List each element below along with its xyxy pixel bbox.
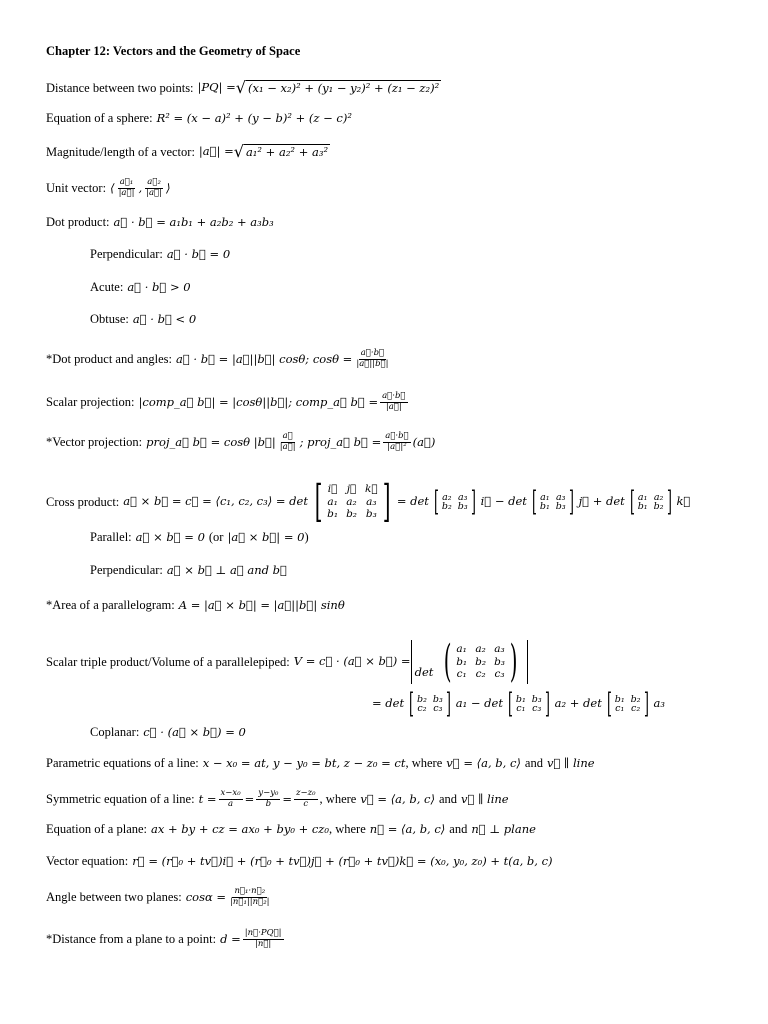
param-expr: x − x₀ = at, y − y₀ = bt, z − z₀ = ct [202,755,406,770]
cross-minor-2: [ a₁ a₃ b₁ b₃ ] [531,485,574,518]
matrix-cell: b₃ [531,693,542,705]
matrix-cell: b₃ [494,655,506,668]
matrix-cell: a₁ [540,491,550,503]
parallel-expr: a⃗ × b⃗ = 0 [135,529,205,544]
matrix-cell: c₂ [475,668,486,681]
matrix-cell: c₃ [494,668,505,681]
symmetric-expr: t = $\frac{\text{x−x₀}}{a}$ = $\frac{\text{y−y₀}}{b}$ = $\frac{\text{z−z₀}}{c}$ [198,788,316,809]
perpendicular-condition [90,248,230,261]
matrix-cell: a₂ [653,491,664,503]
area-label: *Area of a parallelogram: [46,598,175,612]
matrix-cell: a₂ [442,491,452,503]
unit-label: Unit vector: [46,181,107,196]
matrix-cell: a₁ [327,495,338,508]
magnitude-label: Magnitude/length of a vector: [46,144,195,159]
cross-minor-3: [ a₁ a₂ b₁ b₂ ] [629,485,672,518]
scalar-proj-expr: |comp_a⃗ b⃗| = |cosθ||b⃗|; comp_a⃗ b⃗ = $\frac{a⃗\cdot b⃗}{|a⃗|}$ [138,391,406,412]
dot-expr: a⃗ · b⃗ = a₁b₁ + a₂b₂ + a₃b₃ [113,214,274,229]
area-expr: A = |a⃗ × b⃗| = |a⃗||b⃗| sinθ [178,597,345,612]
angle-planes-label: Angle between two planes: [46,890,182,905]
page-title: Chapter 12: Vectors and the Geometry of Space [46,44,301,58]
cross-matrix: [ i⃗ j⃗ k⃗ a₁ a₂ a₃ b₁ b₂ b₃ ] [314,476,391,527]
matrix-cell: c₁ [516,703,526,714]
plane-expr: ax + by + cz = ax₀ + by₀ + cz₀ [151,821,329,836]
acute-label: Acute: [90,280,124,294]
matrix-cell: c₂ [417,703,427,714]
matrix-cell: b₃ [457,501,468,512]
vector-projection-formula [46,432,435,453]
matrix-cell: a₂ [346,495,357,508]
scalar-triple-expansion [368,687,665,720]
matrix-cell: a₃ [555,491,566,503]
vector-equation-formula [46,855,553,868]
angle-planes-formula [46,887,273,908]
plane-formula: Equation of a plane: ax + by + cz = ax₀ + by₀ + cz₀ , where n⃗ = ⟨a, b, c⟩ and n⃗ ⊥ plane [46,821,536,836]
scalar-proj-label: Scalar projection: [46,395,135,410]
coplanar-condition [90,726,246,739]
cross-product-formula [46,476,691,527]
sqrt-symbol: √ a₁² + a₂² + a₃² [233,142,329,161]
matrix-cell: b₂ [441,501,452,512]
sphere-label: Equation of a sphere: [46,111,153,125]
matrix-cell: b₁ [614,693,625,705]
perp2-label: Perpendicular: [90,563,163,577]
plane-label: Equation of a plane: [46,822,148,836]
acute-condition [90,281,191,294]
obtuse-label: Obtuse: [90,312,129,326]
matrix-cell: b₃ [555,501,566,512]
unit-expr: ⟨ $\frac{\text{a⃗₁}}{|a⃗|}$ , $\frac{\text{a⃗₂}}{|a⃗|}$ ⟩ [110,177,171,198]
dist-plane-label: *Distance from a plane to a point: [46,932,217,947]
sphere-expr: R² = (x − a)² + (y − b)² + (z − c)² [156,110,352,125]
matrix-cell: b₂ [346,508,357,521]
matrix-cell: b₁ [456,655,468,668]
dot-angles-formula [46,349,393,370]
distance-plane-formula [46,929,286,950]
matrix-cell: b₁ [637,501,648,512]
matrix-cell: b₃ [432,693,443,705]
scalar-projection-formula [46,392,410,413]
param-label: Parametric equations of a line: [46,756,199,770]
vector-proj-label: *Vector projection: [46,435,143,450]
symmetric-line-formula: Symmetric equation of a line: t = $\frac{\text{x−x₀}}{a}$ = $\frac{\text{y−y₀}}{b}$ = $\frac{\text{z−z₀}}{c}$ , where v⃗ = ⟨a, b, c⟩ and v⃗ ∥ line [46,788,509,809]
distance-formula [46,80,441,96]
coplanar-expr: c⃗ · (a⃗ × b⃗) = 0 [143,724,246,739]
area-parallelogram-formula [46,599,345,612]
dot-product-formula [46,216,274,229]
scalar-triple-formula [46,636,528,687]
matrix-cell: b₂ [653,501,664,512]
matrix-cell: a₃ [494,643,505,656]
matrix-cell: b₃ [365,508,377,521]
matrix-cell: a₂ [475,643,486,656]
perp2-expr: a⃗ × b⃗ ⊥ a⃗ and b⃗ [166,562,287,577]
vector-eq-label: Vector equation: [46,854,129,868]
matrix-cell: a₁ [456,643,467,656]
unit-vector-formula [46,178,171,199]
symmetric-label: Symmetric equation of a line: [46,792,195,807]
matrix-cell: k⃗ [365,483,378,496]
matrix-cell: b₂ [630,693,641,705]
matrix-cell: c₃ [532,703,542,714]
coplanar-label: Coplanar: [90,725,140,739]
matrix-cell: a₃ [457,491,468,503]
sphere-formula [46,112,352,125]
distance-expr: |PQ| = √ (x₁ − x₂)² + (y₁ − y₂)² + (z₁ − z₂)² [197,78,440,97]
matrix-cell: i⃗ [327,483,338,496]
matrix-cell: c₂ [631,703,641,714]
matrix-cell: c₃ [433,703,443,714]
parametric-line-formula: Parametric equations of a line: x − x₀ = at, y − y₀ = bt, z − z₀ = ct , where v⃗ = ⟨a, b, c⟩ and v⃗ ∥ line [46,755,595,770]
triple-expr: V = c⃗ · (a⃗ × b⃗) = det ( a₁ a₂ a₃ b₁ b₂ b₃ c₁ c₂ c₃ ) [294,640,528,684]
matrix-cell: j⃗ [346,483,357,496]
parallel-condition: Parallel: a⃗ × b⃗ = 0 (or |a⃗ × b⃗| = 0 ) [90,529,309,544]
matrix-cell: b₁ [515,693,526,705]
cross-expr: a⃗ × b⃗ = c⃗ = ⟨c₁, c₂, c₃⟩ = det [ i⃗ j⃗ k⃗ a₁ a₂ a₃ b₁ b₂ b₃ ] = det [ a₂ a₃ b₂ b₃ ] i⃗ − det [ a₁ a₃ b₁ b₃ ] j⃗ + det [ a₁ a₂ b₁ b₂ ] k⃗ [123,476,691,527]
magnitude-formula [46,144,330,160]
dot-angles-expr: a⃗ · b⃗ = |a⃗||b⃗| cosθ; cosθ = $\frac{a⃗\cdot b⃗}{|a⃗||b⃗|}$ [176,348,389,369]
triple-matrix: ( a₁ a₂ a₃ b₁ b₂ b₃ c₁ c₂ c₃ ) [443,636,518,687]
obtuse-expr: a⃗ · b⃗ < 0 [132,311,197,326]
angle-planes-expr: cosα = $\frac{\text{n⃗₁·n⃗₂}}{\text{|n⃗₁||n⃗₂|}}$ [185,886,270,907]
perp-expr: a⃗ · b⃗ = 0 [166,246,231,261]
triple-label: Scalar triple product/Volume of a parallelepiped: [46,654,290,669]
cross-minor-1: [ a₂ a₃ b₂ b₃ ] [433,485,476,518]
perpendicular-cross-condition [90,564,287,577]
distance-label: Distance between two points: [46,80,194,95]
matrix-cell: c₁ [456,668,467,681]
obtuse-condition [90,313,196,326]
dist-plane-expr: d = $\frac{|n⃗\cdot PQ⃗|}{|n⃗|}$ [220,928,282,949]
acute-expr: a⃗ · b⃗ > 0 [127,279,191,294]
cross-label: Cross product: [46,494,120,509]
magnitude-expr: |a⃗| = √ a₁² + a₂² + a₃² [198,142,329,161]
vector-proj-expr: proj_a⃗ b⃗ = cosθ |b⃗| $\frac{a⃗}{|a⃗|}$ ; proj_a⃗ b⃗ = $\frac{a⃗\cdot b⃗}{\text{|a⃗|²}}$ (a⃗) [146,431,436,452]
matrix-cell: c₁ [615,703,625,714]
parallel-label: Parallel: [90,530,132,544]
triple-expansion-expr: = det [ b₂ b₃ c₂ c₃ ] a₁ − det [ b₁ b₃ c₁ c₃ ] a₂ + det [ b₁ b₂ c₁ c₂ ] a₃ [372,687,665,720]
matrix-cell: b₂ [417,693,427,705]
matrix-cell: b₁ [539,501,550,512]
sqrt-symbol: √ (x₁ − x₂)² + (y₁ − y₂)² + (z₁ − z₂)² [235,78,440,97]
dot-label: Dot product: [46,215,110,229]
matrix-cell: a₁ [637,491,648,503]
matrix-cell: a₃ [366,495,377,508]
vector-eq-expr: r⃗ = (r⃗₀ + tv⃗)i⃗ + (r⃗₀ + tv⃗)j⃗ + (r⃗₀ + tv⃗)k⃗ = (x₀, y₀, z₀) + t(a, b, c) [132,853,553,868]
perp-label: Perpendicular: [90,247,163,261]
dot-angles-label: *Dot product and angles: [46,352,173,367]
matrix-cell: b₁ [327,508,339,521]
matrix-cell: b₂ [475,655,487,668]
